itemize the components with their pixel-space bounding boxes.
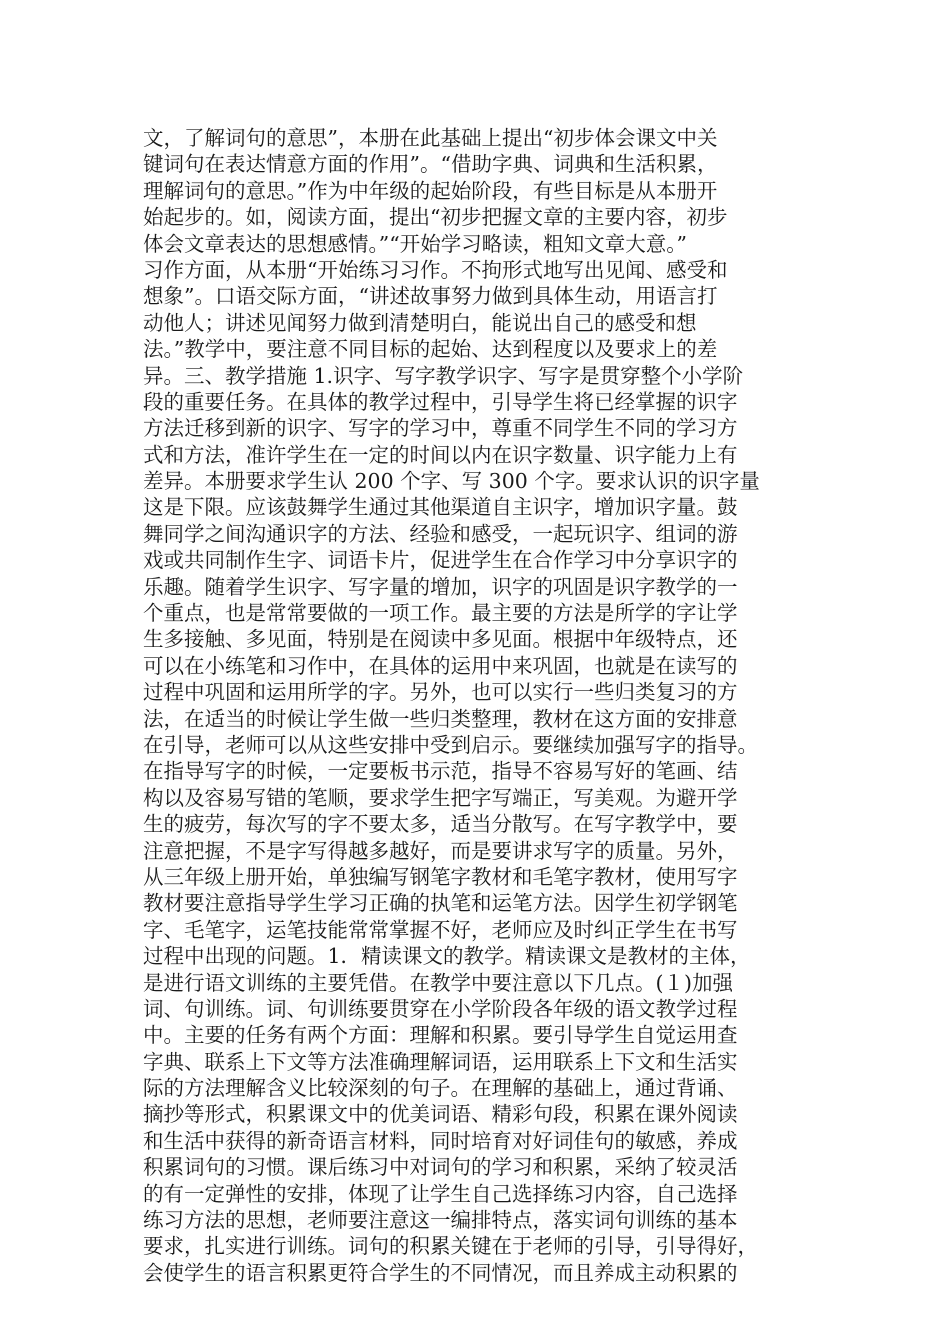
text-line: 习作方面，从本册“开始练习习作。不拘形式地写出见闻、感受和 bbox=[143, 257, 728, 282]
text-line: 差异。本册要求学生认 200 个字、写 300 个字。要求认识的识字量 bbox=[143, 469, 760, 494]
text-line: 积累词句的习惯。课后练习中对词句的学习和积累，采纳了较灵活 bbox=[143, 1155, 738, 1180]
text-line: 体会文章表达的思想感情。”“开始学习略读，粗知文章大意。” bbox=[143, 231, 687, 256]
text-line: 戏或共同制作生字、词语卡片，促进学生在合作学习中分享识字的 bbox=[143, 548, 738, 573]
text-line: 段的重要任务。在具体的教学过程中，引导学生将已经掌握的识字 bbox=[143, 389, 738, 414]
text-line: 键词句在表达情意方面的作用”。“借助字典、词典和生活积累， bbox=[143, 152, 718, 177]
text-line: 在引导，老师可以从这些安排中受到启示。要继续加强写字的指导。 bbox=[143, 732, 758, 757]
text-line: 乐趣。随着学生识字、写字量的增加，识字的巩固是识字教学的一 bbox=[143, 574, 738, 599]
text-line: 个重点，也是常常要做的一项工作。最主要的方法是所学的字让学 bbox=[143, 601, 738, 626]
text-line: 方法迁移到新的识字、写字的学习中，尊重不同学生不同的学习方 bbox=[143, 416, 738, 441]
text-line: 在指导写字的时候，一定要板书示范，指导不容易写好的笔画、结 bbox=[143, 759, 738, 784]
text-line: 中。主要的任务有两个方面：理解和积累。要引导学生自觉运用查 bbox=[143, 1023, 738, 1048]
text-line: 字、毛笔字，运笔技能常常掌握不好，老师应及时纠正学生在书写 bbox=[143, 917, 738, 942]
text-line: 式和方法，准许学生在一定的时间以内在识字数量、识字能力上有 bbox=[143, 442, 738, 467]
text-line: 摘抄等形式，积累课文中的优美词语、精彩句段，积累在课外阅读 bbox=[143, 1102, 738, 1127]
text-line: 动他人；讲述见闻努力做到清楚明白，能说出自己的感受和想 bbox=[143, 310, 697, 335]
text-line: 词、句训练。词、句训练要贯穿在小学阶段各年级的语文教学过程 bbox=[143, 996, 738, 1021]
text-line: 字典、联系上下文等方法准确理解词语，运用联系上下文和生活实 bbox=[143, 1049, 738, 1074]
text-line: 想象”。口语交际方面，“讲述故事努力做到具体生动，用语言打 bbox=[143, 284, 718, 309]
text-line: 练习方法的思想，老师要注意这一编排特点，落实词句训练的基本 bbox=[143, 1208, 738, 1233]
text-line: 始起步的。如，阅读方面，提出“初步把握文章的主要内容，初步 bbox=[143, 205, 728, 230]
text-line: 际的方法理解含义比较深刻的句子。在理解的基础上，通过背诵、 bbox=[143, 1076, 738, 1101]
text-line: 法。”教学中，要注意不同目标的起始、达到程度以及要求上的差 bbox=[143, 337, 718, 362]
text-line: 的有一定弹性的安排，体现了让学生自己选择练习内容，自己选择 bbox=[143, 1181, 738, 1206]
text-line: 注意把握，不是字写得越多越好，而是要讲求写字的质量。另外， bbox=[143, 838, 738, 863]
text-line: 会使学生的语言积累更符合学生的不同情况，而且养成主动积累的 bbox=[143, 1260, 738, 1285]
text-line: 是进行语文训练的主要凭借。在教学中要注意以下几点。(１)加强 bbox=[143, 970, 733, 995]
text-line: 舞同学之间沟通识字的方法、经验和感受，一起玩识字、组词的游 bbox=[143, 521, 738, 546]
text-line: 理解词句的意思。”作为中年级的起始阶段，有些目标是从本册开 bbox=[143, 178, 718, 203]
text-line: 生多接触、多见面，特别是在阅读中多见面。根据中年级特点，还 bbox=[143, 627, 738, 652]
text-line: 和生活中获得的新奇语言材料，同时培育对好词佳句的敏感，养成 bbox=[143, 1128, 738, 1153]
body-text bbox=[143, 125, 823, 1286]
text-line: 这是下限。应该鼓舞学生通过其他渠道自主识字，增加识字量。鼓 bbox=[143, 495, 738, 520]
text-line: 异。三、教学措施 1.识字、写字教学识字、写字是贯穿整个小学阶 bbox=[143, 363, 744, 388]
text-line: 构以及容易写错的笔顺，要求学生把字写端正，写美观。为避开学 bbox=[143, 785, 738, 810]
text-line: 生的疲劳，每次写的字不要太多，适当分散写。在写字教学中，要 bbox=[143, 812, 738, 837]
text-line: 文，了解词句的意思”，本册在此基础上提出“初步体会课文中关 bbox=[143, 126, 718, 150]
text-line: 可以在小练笔和习作中，在具体的运用中来巩固，也就是在读写的 bbox=[143, 653, 738, 678]
text-line: 过程中巩固和运用所学的字。另外，也可以实行一些归类复习的方 bbox=[143, 680, 738, 705]
text-line: 过程中出现的问题。1．精读课文的教学。精读课文是教材的主体， bbox=[143, 944, 751, 969]
text-line: 教材要注意指导学生学习正确的执笔和运笔方法。因学生初学钢笔 bbox=[143, 891, 738, 916]
text-line: 从三年级上册开始，单独编写钢笔字教材和毛笔字教材，使用写字 bbox=[143, 864, 738, 889]
text-line: 要求，扎实进行训练。词句的积累关键在于老师的引导，引导得好， bbox=[143, 1234, 758, 1259]
text-line: 法，在适当的时候让学生做一些归类整理，教材在这方面的安排意 bbox=[143, 706, 738, 731]
